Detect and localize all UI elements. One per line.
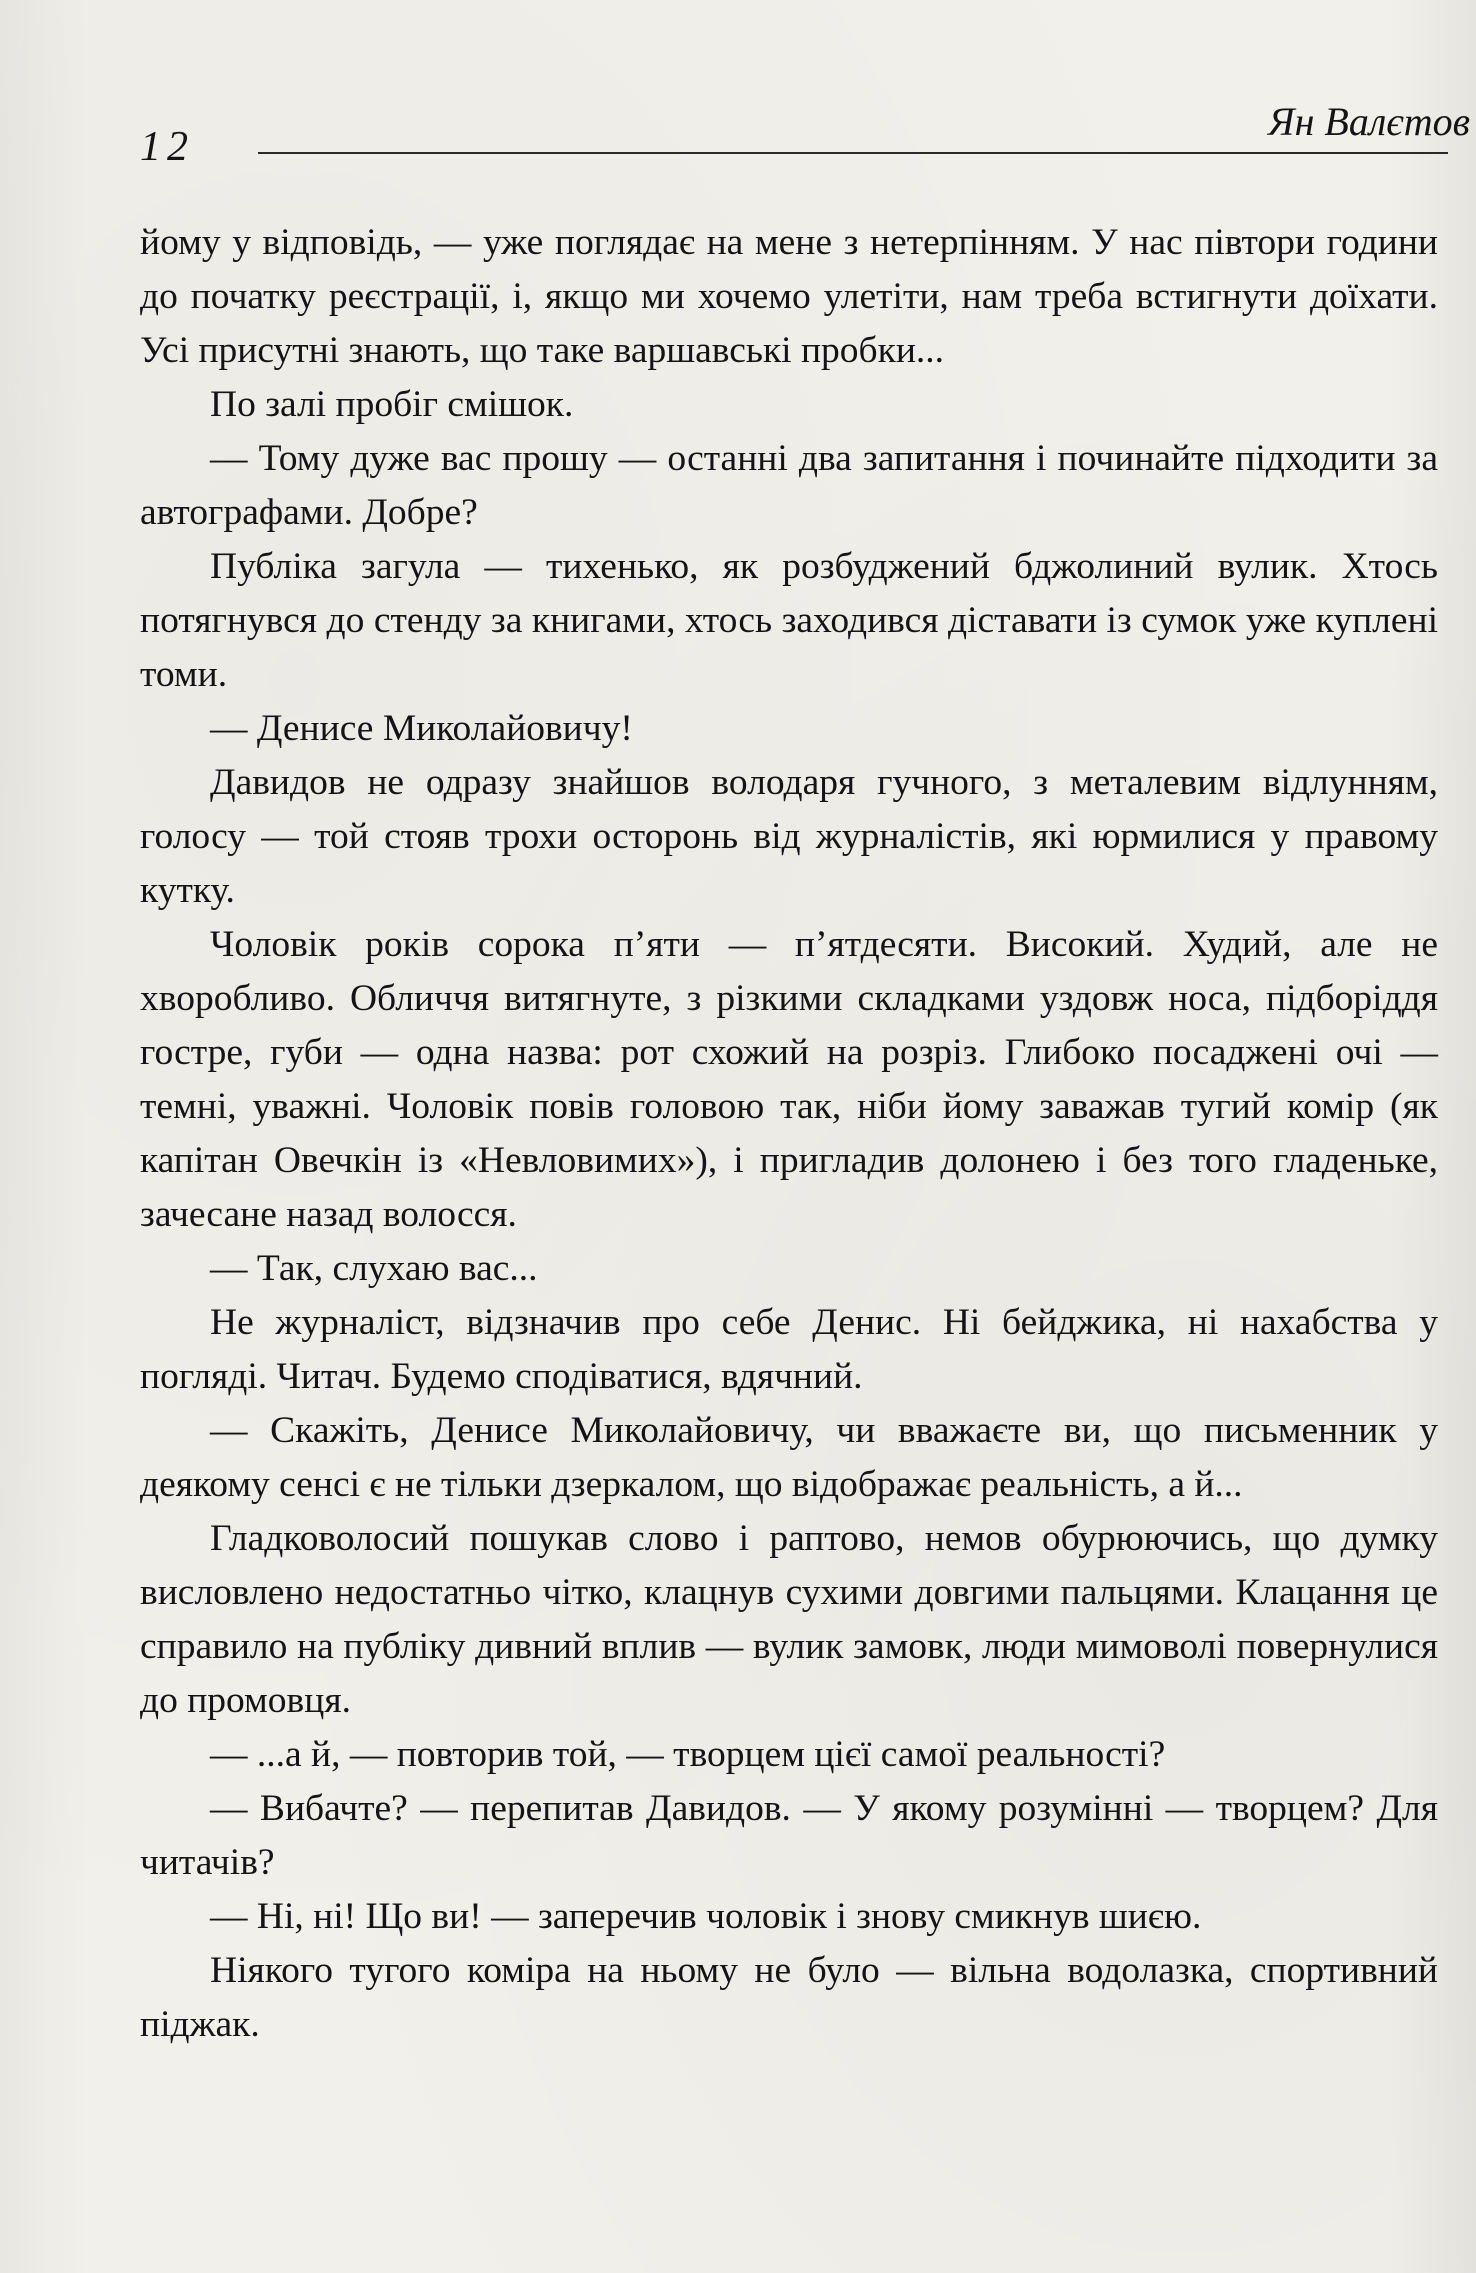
paragraph: — Денисе Миколайовичу! [210,708,633,749]
paragraph: Ніякого тугого коміра на ньому не було — вільна водолазка, спортивний піджак. [140,1950,1438,2045]
paragraph: По залі пробіг смішок. [210,384,574,425]
paragraph: Публіка загула — тихенько, як розбуджений бджолиний вулик. Хтось потягнувся до стенду за книгами, хтось заходився діставати із сумок уже куплені томи. [140,546,1438,695]
body-text [140,216,1438,2052]
paragraph: — Тому дуже вас прошу — останні два запитання і починайте підходити за автографами. Добре? [140,438,1438,533]
paragraph: Гладковолосий пошукав слово і раптово, немов обурюючись, що думку висловлено недостатньо чітко, клацнув сухими довгими пальцями. Клацання це справило на публіку дивний вплив — вулик замовк, люди мимоволі повернулися до промовця. [140,1518,1438,1721]
header-rule [258,152,1448,154]
paragraph: Давидов не одразу знайшов володаря гучного, з металевим відлунням, голосу — той стояв трохи осторонь від журналістів, які юрмилися у правому кутку. [140,762,1438,911]
paragraph: Не журналіст, відзначив про себе Денис. Ні бейджика, ні нахабства у погляді. Читач. Будемо сподіватися, вдячний. [140,1302,1438,1397]
paragraph: — Скажіть, Денисе Миколайовичу, чи вважаєте ви, що письменник у деякому сенсі є не тільки дзеркалом, що відображає реальність, а й... [140,1410,1438,1505]
paragraph: — Вибачте? — перепитав Давидов. — У якому розумінні — творцем? Для читачів? [140,1788,1438,1883]
paragraph: — ...а й, — повторив той, — творцем цієї самої реальності? [210,1734,1166,1775]
paragraph: йому у відповідь, — уже поглядає на мене з нетерпінням. У нас півтори години до початку реєстрації, і, якщо ми хочемо улетіти, нам треба встигнути доїхати. Усі присутні знають, що таке варшавські пробки... [140,222,1438,371]
paragraph: — Ні, ні! Що ви! — заперечив чоловік і знову смикнув шиєю. [210,1896,1202,1937]
paragraph: Чоловік років сорока п’яти — п’ятдесяти. Високий. Худий, але не хворобливо. Обличчя витягнуте, з різкими складками уздовж носа, підборіддя гостре, губи — одна назва: рот схожий на розріз. Глибоко посаджені очі — темні, уважні. Чоловік повів головою так, ніби йому заважав тугий комір (як капітан Овечкін із «Невловимих»), і пригладив долонею і без того гладеньке, зачесане назад волосся. [140,924,1438,1235]
running-header [140,99,1470,172]
page-number: 12 [140,124,194,170]
paragraph: — Так, слухаю вас... [210,1248,538,1289]
running-author: Ян Валєтов [1268,99,1470,144]
